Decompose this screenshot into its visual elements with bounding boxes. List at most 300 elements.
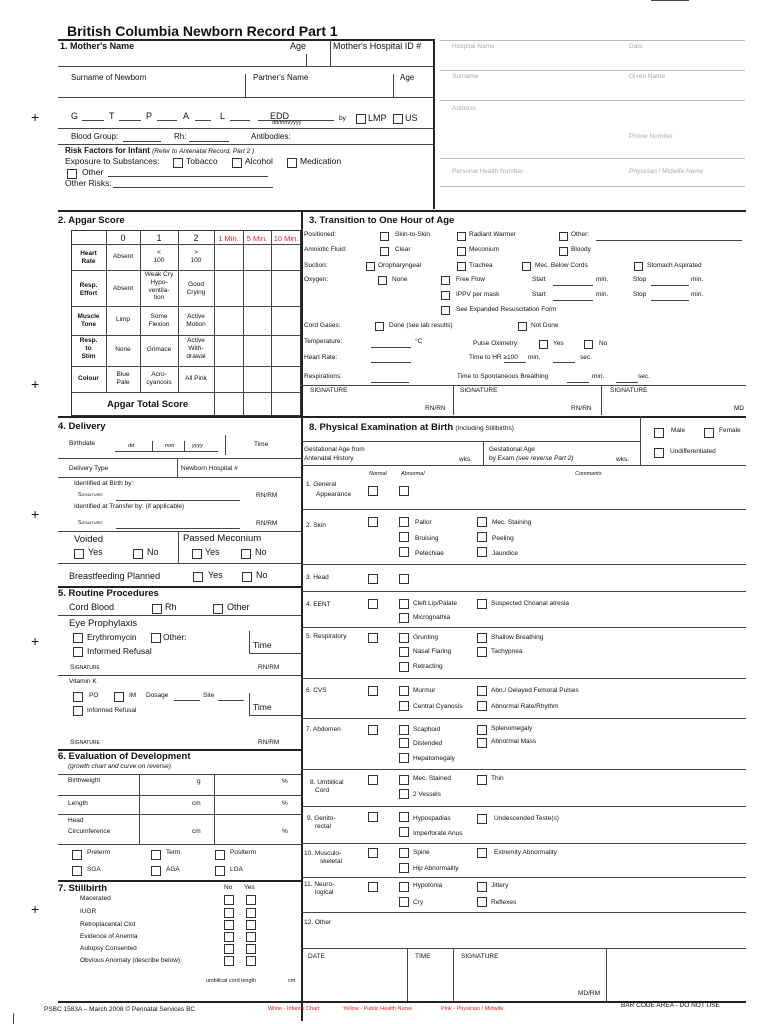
apgar-cell: Blue Pale (116, 371, 130, 386)
exam-time-label: TIME (415, 953, 431, 960)
development-note: (growth chart and curve on reverse) (68, 763, 171, 770)
trachea-checkbox[interactable] (457, 262, 466, 271)
edd-format: dd/mm/yyyy (272, 120, 302, 126)
general-label: 1. General Appearance (306, 481, 352, 498)
living-field[interactable] (230, 120, 250, 121)
partner-age-label: Age (400, 73, 415, 82)
md-label: MD (734, 405, 745, 412)
exam-date-label: DATE (308, 953, 325, 960)
voided-label: Voided (74, 534, 104, 545)
umbilical-normal-checkbox[interactable] (368, 775, 378, 785)
micrognathia-checkbox[interactable] (399, 613, 409, 623)
rule (58, 210, 746, 212)
rule (301, 769, 746, 770)
signature-label: Signature: (78, 492, 104, 498)
anomaly-no-checkbox[interactable] (224, 956, 234, 966)
rule (440, 100, 745, 101)
femoral-pulses-checkbox[interactable] (477, 686, 487, 696)
cry-label: Cry (413, 899, 424, 906)
stop-label: Stop (633, 291, 647, 298)
rule (58, 144, 433, 145)
cord-blood-rh-label: Rh (165, 602, 177, 612)
min-label: min. (528, 354, 541, 361)
neuro-normal-checkbox[interactable] (368, 882, 378, 892)
alcohol-label: Alcohol (245, 156, 273, 166)
grunting-checkbox[interactable] (399, 633, 409, 643)
positioned-other-field[interactable] (596, 240, 742, 241)
mec-stained-label: Mec. Stained (413, 775, 451, 782)
imperforate-label: Imperforate Anus (413, 830, 463, 837)
skin-normal-checkbox[interactable] (368, 517, 378, 527)
min-label: min. (691, 276, 704, 283)
rule (71, 335, 301, 336)
anemia-yes-checkbox[interactable] (246, 932, 256, 942)
iugr-yes-checkbox[interactable] (246, 908, 256, 918)
stomach-aspirated-checkbox[interactable] (634, 262, 643, 271)
apgar-col-1: 1 (156, 233, 162, 243)
heart-rate-field[interactable] (371, 362, 411, 363)
respirations-field[interactable] (371, 382, 409, 383)
apgar-10min: 10 Min. (273, 234, 299, 243)
punch-mark: + (31, 633, 40, 649)
pulse-ox-yes-checkbox[interactable] (539, 340, 548, 349)
rule (152, 441, 153, 451)
macerated-yes-checkbox[interactable] (246, 895, 256, 905)
rule (58, 615, 301, 616)
retracting-checkbox[interactable] (399, 662, 409, 672)
apgar-total-label: Apgar Total Score (107, 399, 189, 410)
rule (249, 631, 250, 653)
rule (306, 54, 307, 66)
aga-checkbox[interactable] (151, 866, 161, 876)
stillbirth-yes-label: Yes (244, 884, 255, 891)
apgar-cell: Active Motion (186, 313, 206, 328)
abortus-label: A (183, 111, 190, 121)
reflexes-checkbox[interactable] (477, 897, 487, 907)
rnrn-label: RN/RN (571, 405, 592, 412)
vitk-po-checkbox[interactable] (73, 692, 83, 702)
apgar-cell: All Pink (185, 375, 207, 382)
min-label: min. (596, 291, 609, 298)
nasal-flaring-checkbox[interactable] (399, 647, 409, 657)
apgar-row-label: Resp. Effort (79, 282, 98, 297)
macerated-no-checkbox[interactable] (224, 895, 234, 905)
alcohol-checkbox[interactable] (232, 158, 242, 168)
see-expanded-checkbox[interactable] (441, 306, 450, 315)
sga-checkbox[interactable] (72, 866, 82, 876)
edd-label: EDD (270, 111, 290, 121)
temperature-field[interactable] (371, 347, 411, 348)
oxygen-label: Oxygen: (304, 276, 329, 283)
circumference-label: Circumference (68, 828, 111, 835)
eye-informed-refusal-checkbox[interactable] (73, 647, 83, 657)
amniotic-label: Amniotic Fluid: (304, 246, 347, 253)
postterm-label: Postterm (230, 849, 257, 856)
nasal-flaring-label: Nasal Flaring (413, 648, 452, 655)
autopsy-no-checkbox[interactable] (224, 944, 234, 954)
breastfeeding-label: Breastfeeding Planned (69, 571, 161, 581)
punch-mark: + (31, 901, 40, 917)
stillbirth-heading: 7. Stillbirth (58, 883, 108, 894)
preterm-checkbox[interactable] (72, 850, 82, 860)
time-to-hr-sec-field[interactable] (553, 362, 575, 363)
rule (58, 880, 301, 882)
spine-label: Spine (413, 849, 430, 856)
hypotonia-checkbox[interactable] (399, 882, 409, 892)
cvs-normal-checkbox[interactable] (368, 686, 378, 696)
birth-signature-field[interactable] (116, 500, 240, 501)
signature-label: SIGNATURE (460, 387, 498, 394)
dosage-field[interactable] (174, 700, 200, 701)
abnormal-col-label: Abnormal (401, 471, 425, 477)
lga-checkbox[interactable] (215, 866, 225, 876)
splenomegaly-checkbox[interactable] (477, 725, 487, 735)
mec-below-cords-checkbox[interactable] (522, 262, 531, 271)
radiant-warmer-checkbox[interactable] (457, 232, 466, 241)
bloody-checkbox[interactable] (559, 247, 568, 256)
cord-blood-other-label: Other (227, 602, 250, 612)
us-checkbox[interactable] (393, 114, 403, 124)
rule (301, 718, 746, 719)
female-checkbox[interactable] (704, 428, 714, 438)
apgar-row-label: Heart Rate (80, 250, 97, 265)
start-label: Start (532, 291, 546, 298)
comments-col-label: Comments (575, 471, 602, 477)
hypotonia-label: Hypotonia (413, 882, 443, 889)
postterm-checkbox[interactable] (215, 850, 225, 860)
undifferentiated-checkbox[interactable] (654, 448, 664, 458)
autopsy-yes-checkbox[interactable] (246, 944, 256, 954)
musculoskeletal-label: 10. Musculo- skeletal (304, 850, 343, 866)
eye-prophylaxis-label: Eye Prophylaxis (69, 618, 138, 629)
cvs-label: 6. CVS (306, 687, 327, 694)
signature-label: SIGNATURE (310, 387, 348, 394)
peeling-checkbox[interactable] (477, 532, 487, 542)
reflexes-label: Reflexes (491, 899, 517, 906)
shallow-breathing-checkbox[interactable] (477, 633, 487, 643)
rule (184, 441, 185, 451)
transfer-signature-field[interactable] (116, 528, 240, 529)
copy-white: White - Infant's Chart (268, 1006, 320, 1012)
copy-yellow: Yellow - Public Health Nurse (343, 1006, 413, 1012)
mdrm-label: MD/RM (578, 990, 601, 997)
cord-blood-rh-checkbox[interactable] (152, 604, 162, 614)
stop-label: Stop (633, 276, 647, 283)
passed-meconium-label: Passed Meconium (183, 533, 262, 544)
ippv-checkbox[interactable] (441, 291, 450, 300)
apgar-cell: Good Crying (186, 281, 206, 296)
meconium-no-checkbox[interactable] (241, 549, 251, 559)
male-label: Male (671, 427, 686, 434)
rnrm-label: RN/RM (256, 520, 278, 527)
min-label: min. (691, 291, 704, 298)
age-label: Age (290, 41, 307, 51)
cleft-checkbox[interactable] (399, 599, 409, 609)
time-to-hr-min-field[interactable] (504, 362, 526, 363)
breastfeeding-yes-label: Yes (208, 570, 223, 580)
retroplacental-yes-checkbox[interactable] (246, 920, 256, 930)
rule (71, 244, 301, 245)
rule (58, 795, 301, 796)
free-flow-stop-field[interactable] (651, 285, 689, 286)
cm-label: cm (192, 828, 201, 835)
erythromycin-checkbox[interactable] (73, 633, 83, 643)
vitk-im-checkbox[interactable] (114, 692, 124, 702)
jaundice-label: Jaundice (492, 550, 519, 557)
mec-stained-checkbox[interactable] (399, 775, 409, 785)
rule (407, 948, 408, 1001)
surname-newborn-label: Surname of Newborn (71, 73, 147, 82)
rh-field[interactable] (189, 141, 229, 142)
wks-label: wks. (459, 456, 472, 463)
free-flow-start-field[interactable] (553, 285, 593, 286)
head-normal-checkbox[interactable] (368, 574, 378, 584)
rule (301, 627, 746, 628)
grams-label: g (197, 778, 201, 785)
gravida-field[interactable] (82, 120, 104, 121)
term-checkbox[interactable] (151, 850, 161, 860)
time-to-hr-label: Time to HR ≥100 (469, 354, 518, 361)
blood-group-field[interactable] (123, 141, 161, 142)
male-checkbox[interactable] (654, 428, 664, 438)
rule (301, 509, 746, 510)
distended-checkbox[interactable] (399, 738, 409, 748)
medication-checkbox[interactable] (287, 158, 297, 168)
preterm-field[interactable] (157, 120, 177, 121)
bruising-label: Bruising (415, 535, 439, 542)
free-flow-checkbox[interactable] (441, 276, 450, 285)
hip-checkbox[interactable] (399, 863, 409, 873)
lga-label: LGA (230, 866, 244, 873)
wks-label: wks. (616, 456, 629, 463)
percentile-label: % (282, 778, 288, 785)
meconium-checkbox[interactable] (457, 247, 466, 256)
murmur-label: Murmur (413, 687, 436, 694)
rule (58, 563, 301, 564)
meconium-label: Meconium (469, 246, 499, 253)
breastfeeding-yes-checkbox[interactable] (193, 572, 203, 582)
sec-label: sec. (580, 354, 592, 361)
apgar-row-label: Resp. to Stim (79, 337, 98, 360)
mec-staining-label: Mec. Staining (492, 519, 532, 526)
birthdate-field[interactable] (115, 451, 218, 452)
rule (58, 66, 433, 67)
identified-transfer-label: Identified at Transfer by: (if applicable) (74, 503, 185, 510)
abortus-field[interactable] (195, 120, 211, 121)
anomaly-yes-checkbox[interactable] (246, 956, 256, 966)
cry-checkbox[interactable] (399, 897, 409, 907)
positioned-other-checkbox[interactable] (559, 232, 568, 241)
oxygen-none-checkbox[interactable] (378, 276, 387, 285)
abdomen-normal-checkbox[interactable] (368, 725, 378, 735)
cord-gases-done-checkbox[interactable] (375, 322, 384, 331)
abdomen-label: 7. Abdomen (306, 726, 341, 733)
eent-normal-checkbox[interactable] (368, 599, 378, 609)
page-title: British Columbia Newborn Record Part 1 (67, 23, 338, 39)
two-vessels-checkbox[interactable] (399, 789, 409, 799)
retracting-label: Retracting (413, 663, 443, 670)
phn-label: Personal Health Number (452, 168, 524, 175)
rnrn-label: RN/RN (425, 405, 446, 412)
normal-col-label: Normal (369, 471, 387, 477)
signature-label: Signature: (78, 520, 104, 526)
rule (58, 844, 301, 845)
rule (58, 477, 301, 478)
rule (483, 441, 484, 465)
rule (301, 591, 746, 592)
partner-name-label: Partner's Name (253, 73, 309, 82)
spine-checkbox[interactable] (399, 848, 409, 858)
apgar-cell: Grimace (146, 346, 172, 353)
cord-gases-not-done-checkbox[interactable] (518, 322, 527, 331)
imperforate-checkbox[interactable] (399, 827, 409, 837)
rule (71, 366, 301, 367)
delivery-heading: 4. Delivery (58, 421, 106, 432)
medication-label: Medication (300, 156, 342, 166)
free-flow-stop-field[interactable] (651, 0, 689, 1)
mm-label: mm (165, 443, 175, 449)
extremity-checkbox[interactable] (477, 848, 487, 858)
musculo-normal-checkbox[interactable] (368, 848, 378, 858)
meconium-yes-checkbox[interactable] (192, 549, 202, 559)
hypospadias-checkbox[interactable] (399, 812, 409, 822)
oropharyngeal-checkbox[interactable] (366, 262, 375, 271)
voided-yes-checkbox[interactable] (74, 549, 84, 559)
other-exposure-field[interactable] (108, 176, 268, 177)
choanal-checkbox[interactable] (477, 599, 487, 609)
rule (433, 39, 435, 209)
general-normal-checkbox[interactable] (368, 486, 378, 496)
pulse-ox-no-checkbox[interactable] (584, 340, 593, 349)
thin-checkbox[interactable] (477, 775, 487, 785)
apgar-cell: Limp (115, 316, 131, 323)
tachypnea-label: Tachypnea (491, 648, 523, 655)
cord-blood-other-checkbox[interactable] (213, 604, 223, 614)
pallor-checkbox[interactable] (399, 517, 409, 527)
apgar-cell: None (115, 346, 131, 353)
anomaly-label: Obvious Anomaly (describe below): (80, 957, 182, 964)
rule (58, 97, 433, 98)
aga-label: AGA (166, 866, 180, 873)
apgar-cell: Absent (112, 253, 134, 260)
rule (58, 458, 301, 459)
term-label: T (109, 111, 115, 121)
breastfeeding-no-label: No (256, 570, 268, 580)
peeling-label: Peeling (492, 535, 514, 542)
signature-label: Signature (70, 739, 100, 746)
phone-label: Phone Number (629, 133, 673, 140)
rule (601, 385, 602, 415)
rule (271, 230, 272, 416)
ga-exam-label: Gestational Age (489, 446, 535, 453)
ippv-stop-field[interactable] (651, 300, 689, 301)
umbilical-label: 8. Umbilical Cord (310, 779, 344, 795)
signature-label: Signature (70, 664, 100, 671)
extremity-label: Extremity Abnormality (494, 849, 557, 856)
micrognathia-label: Micrognathia (413, 614, 451, 621)
time-spont-sec-field[interactable] (616, 382, 638, 383)
min-label: min. (596, 276, 609, 283)
voided-no-checkbox[interactable] (133, 549, 143, 559)
clear-checkbox[interactable] (380, 247, 389, 256)
tobacco-checkbox[interactable] (173, 158, 183, 168)
undifferentiated-label: Undifferentiated (670, 448, 716, 455)
apgar-cell: Active With- drawal (186, 337, 206, 360)
skin-to-skin-label: Skin-to-Skin (395, 231, 431, 238)
skin-label: 2. Skin (306, 522, 326, 529)
retroplacental-no-checkbox[interactable] (224, 920, 234, 930)
breastfeeding-no-checkbox[interactable] (242, 572, 252, 582)
murmur-checkbox[interactable] (399, 686, 409, 696)
rnrm-label: RN/RM (256, 492, 278, 499)
anemia-no-checkbox[interactable] (224, 932, 234, 942)
apgar-cell: Absent (112, 285, 134, 292)
autopsy-label: Autopsy Consented (80, 945, 137, 952)
cleft-label: Cleft Lip/Palate (413, 600, 458, 607)
other-risks-field[interactable] (113, 187, 273, 188)
patient-surname-label: Surname (452, 73, 479, 80)
jaundice-checkbox[interactable] (477, 547, 487, 557)
undescended-checkbox[interactable] (477, 814, 487, 824)
hepatomegaly-checkbox[interactable] (399, 753, 409, 763)
rule (178, 531, 179, 563)
hospital-name-label: Hospital Name (452, 43, 495, 50)
tachypnea-checkbox[interactable] (477, 647, 487, 657)
head-abnormal-checkbox[interactable] (399, 574, 409, 584)
vitk-informed-refusal-checkbox[interactable] (73, 706, 83, 716)
development-heading: 6. Evaluation of Development (58, 751, 191, 762)
rule (301, 465, 746, 466)
clear-label: Clear (395, 246, 411, 253)
term-field[interactable] (119, 120, 141, 121)
scaphoid-label: Scaphoid (413, 726, 441, 733)
genito-normal-checkbox[interactable] (368, 812, 378, 822)
length-label: Length (68, 800, 88, 807)
eye-other-checkbox[interactable] (151, 633, 161, 643)
scaphoid-checkbox[interactable] (399, 725, 409, 735)
site-field[interactable] (218, 700, 244, 701)
term-label: Term (166, 849, 181, 856)
jittery-checkbox[interactable] (477, 882, 487, 892)
central-cyanosis-checkbox[interactable] (399, 701, 409, 711)
dd-label: dd (128, 443, 135, 449)
pulse-ox-no-label: No (599, 340, 608, 347)
abnormal-mass-checkbox[interactable] (477, 738, 487, 748)
other-risks-label: Other Risks: (65, 178, 112, 188)
petechiae-checkbox[interactable] (399, 547, 409, 557)
time-spont-min-field[interactable] (567, 382, 589, 383)
abnormal-rate-checkbox[interactable] (477, 701, 487, 711)
resp-normal-checkbox[interactable] (368, 633, 378, 643)
general-abnormal-checkbox[interactable] (399, 486, 409, 496)
apgar-cell: Some Flexion (148, 313, 170, 328)
form-number: PSBC 1583A – March 2008 © Perinatal Services BC (44, 1006, 196, 1013)
apgar-col-2: 2 (193, 233, 199, 243)
rule (71, 392, 301, 393)
skin-to-skin-checkbox[interactable] (380, 232, 389, 241)
lmp-checkbox[interactable] (356, 114, 366, 124)
rule (606, 948, 607, 1001)
iugr-no-checkbox[interactable] (224, 908, 234, 918)
punch-mark: + (31, 376, 40, 392)
rule (71, 306, 301, 307)
bruising-checkbox[interactable] (399, 532, 409, 542)
retroplacental-label: Retroplacental Clot (80, 921, 136, 928)
ippv-start-field[interactable] (553, 300, 593, 301)
rh-label: Rh: (174, 132, 187, 141)
mec-staining-checkbox[interactable] (477, 517, 487, 527)
free-flow-label: Free Flow (456, 276, 485, 283)
